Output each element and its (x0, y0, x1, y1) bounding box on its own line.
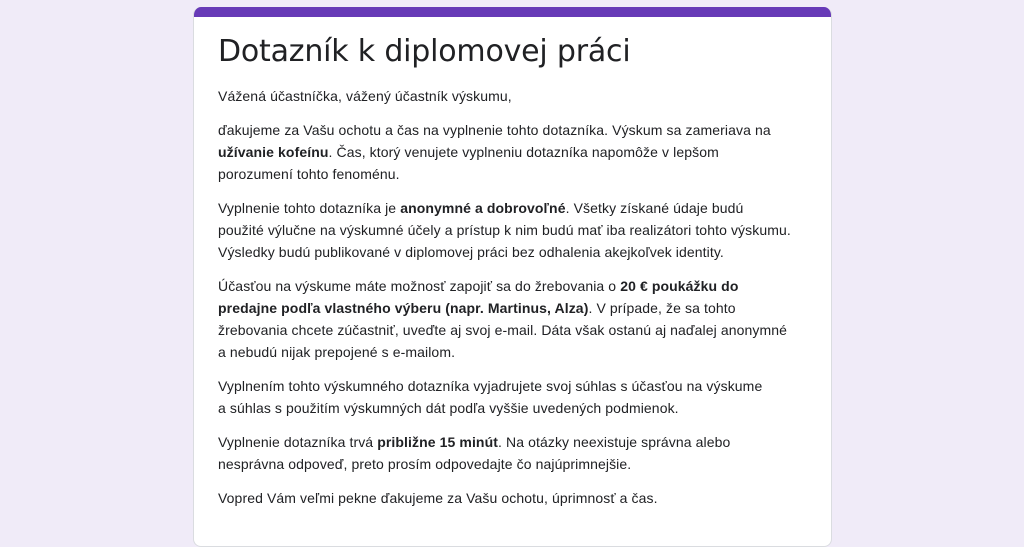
form-description (218, 85, 793, 509)
form-header-card (193, 7, 832, 547)
description-text: Účasťou na výskume máte možnosť zapojiť sa do žrebovania o (218, 278, 621, 294)
form-accent-bar (194, 7, 831, 17)
description-paragraph-raffle (218, 275, 793, 363)
description-text: . Na otázky neexistuje správna alebo nesprávna odpoveď, preto prosím odpovedajte čo najúprimnejšie. (218, 434, 731, 472)
description-paragraph-consent (218, 375, 793, 419)
description-bold-text: užívanie kofeínu (218, 144, 329, 160)
description-text: ďakujeme za Vašu ochotu a čas na vyplnenie tohto dotazníka. Výskum sa zameriava na (218, 122, 771, 138)
description-paragraph-intro (218, 119, 793, 185)
description-bold-text: 20 € poukážku do predajne podľa vlastného výberu (napr. Martinus, Alza) (218, 278, 739, 316)
form-title: Dotazník k diplomovej práci (218, 34, 631, 69)
description-bold-text: anonymné a dobrovoľné (400, 200, 566, 216)
description-greeting: Vážená účastníčka, vážený účastník výskumu, (218, 88, 512, 104)
description-text: Vyplnenie dotazníka trvá (218, 434, 378, 450)
description-closing: Vopred Vám veľmi pekne ďakujeme za Vašu ochotu, úprimnosť a čas. (218, 490, 658, 506)
description-text: . Všetky získané údaje budú použité výlučne na výskumné účely a prístup k nim budú mať iba realizátori tohto výskumu. Výsledky budú publikované v diplomovej práci bez odhalenia akejkoľvek identity. (218, 200, 791, 260)
description-bold-text: približne 15 minút (377, 434, 499, 450)
form-header-body (218, 33, 793, 521)
description-paragraph-anonymity (218, 197, 793, 263)
description-text: Vyplnením tohto výskumného dotazníka vyjadrujete svoj súhlas s účasťou na výskume (218, 378, 763, 394)
description-text: . V prípade, že sa tohto žrebovania chcete zúčastniť, uveďte aj svoj e-mail. Dáta však ostanú aj naďalej anonymné a nebudú nijak prepojené s e-mailom. (218, 300, 788, 360)
description-text: a súhlas s použitím výskumných dát podľa vyššie uvedených podmienok. (218, 400, 679, 416)
description-paragraph-duration (218, 431, 793, 475)
description-text: Vyplnenie tohto dotazníka je (218, 200, 401, 216)
description-text: . Čas, ktorý venujete vyplneniu dotazníka napomôže v lepšom porozumení tohto fenoménu. (218, 144, 719, 182)
